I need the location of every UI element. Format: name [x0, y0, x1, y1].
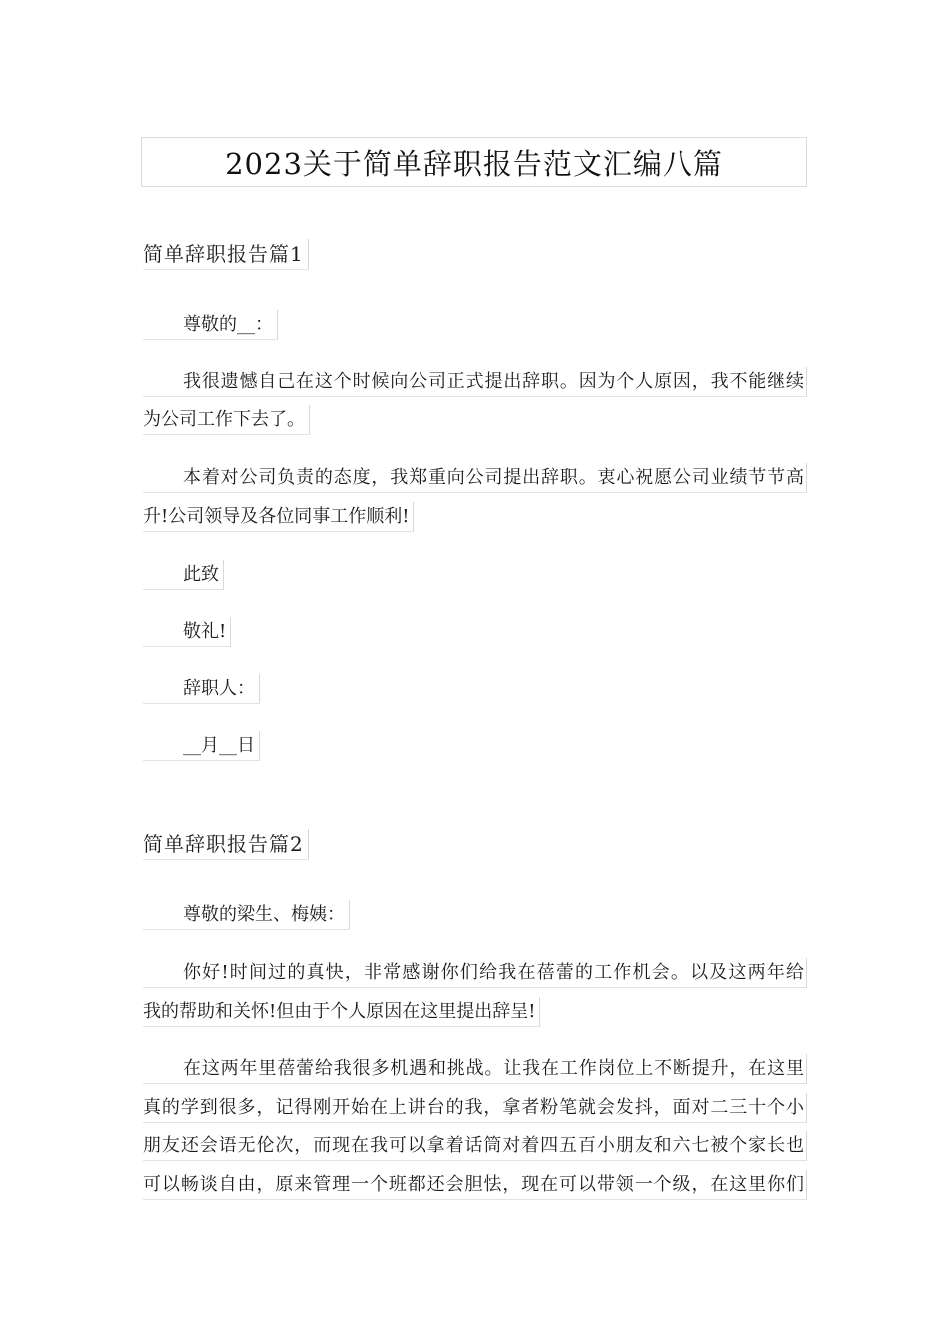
signature-line: 辞职人：	[143, 674, 260, 704]
section-heading-1: 简单辞职报告篇1	[143, 239, 309, 270]
paragraph-1-line-1: 我很遗憾自己在这个时候向公司正式提出辞职。因为个人原因，我不能继续	[143, 367, 807, 397]
paragraph-3-line-2: 我的帮助和关怀!但由于个人原因在这里提出辞呈!	[143, 997, 540, 1027]
paragraph-4-line-4: 可以畅谈自由，原来管理一个班都还会胆怯，现在可以带领一个级，在这里你们	[143, 1170, 807, 1200]
paragraph-2-line-2: 升!公司领导及各位同事工作顺利!	[143, 502, 414, 532]
paragraph-4-line-3: 朋友还会语无伦次，而现在我可以拿着话筒对着四五百小朋友和六七被个家长也	[143, 1131, 807, 1161]
paragraph-4-line-1: 在这两年里蓓蕾给我很多机遇和挑战。让我在工作岗位上不断提升，在这里	[143, 1054, 807, 1084]
section-heading-2: 简单辞职报告篇2	[143, 829, 309, 860]
closing-line-1: 此致	[143, 560, 224, 590]
document-title: 2023关于简单辞职报告范文汇编八篇	[141, 137, 807, 187]
paragraph-3-line-1: 你好!时间过的真快，非常感谢你们给我在蓓蕾的工作机会。以及这两年给	[143, 958, 807, 988]
date-line: __月__日	[143, 731, 260, 761]
salutation-1: 尊敬的__：	[143, 310, 278, 340]
paragraph-1-line-2: 为公司工作下去了。	[143, 405, 310, 435]
closing-line-2: 敬礼!	[143, 617, 231, 647]
salutation-2: 尊敬的梁生、梅姨：	[143, 900, 350, 930]
paragraph-2-line-1: 本着对公司负责的态度，我郑重向公司提出辞职。衷心祝愿公司业绩节节高	[143, 463, 807, 493]
paragraph-4-line-2: 真的学到很多，记得刚开始在上讲台的我，拿者粉笔就会发抖，面对二三十个小	[143, 1093, 807, 1123]
